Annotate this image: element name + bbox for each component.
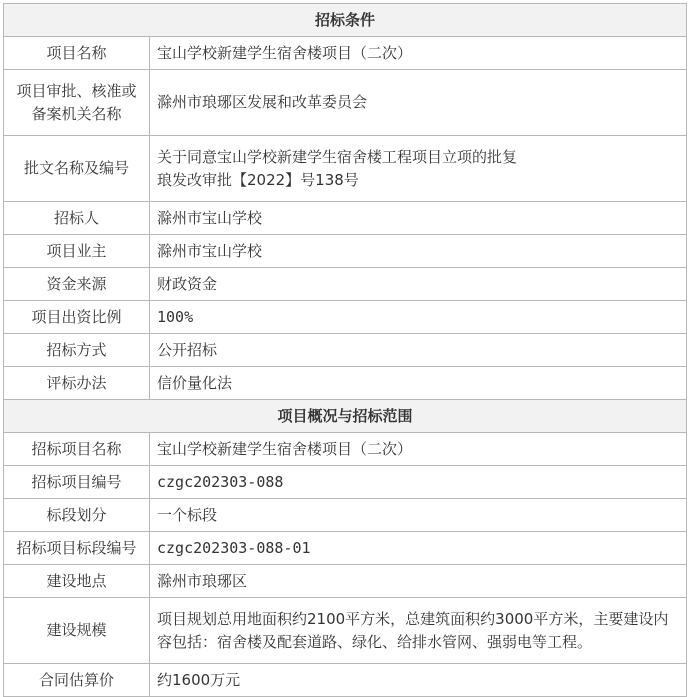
value-tender-method: 公开招标 xyxy=(150,334,687,367)
label-construction-scale: 建设规模 xyxy=(4,598,150,664)
value-construction-scale: 项目规划总用地面积约2100平方米，总建筑面积约3000平方米，主要建设内容包括：宿舍楼及配套道路、绿化、给排水管网、强弱电等工程。 xyxy=(150,598,687,664)
value-tender-project-name: 宝山学校新建学生宿舍楼项目（二次） xyxy=(150,433,687,466)
label-construction-site: 建设地点 xyxy=(4,565,150,598)
label-funding-ratio: 项目出资比例 xyxy=(4,301,150,334)
approval-document-number: 琅发改审批【2022】号138号 xyxy=(157,170,359,189)
label-project-name: 项目名称 xyxy=(4,37,150,70)
value-tenderer: 滁州市宝山学校 xyxy=(150,202,687,235)
section-title-tender-conditions: 招标条件 xyxy=(4,4,687,37)
value-contract-estimate: 约1600万元 xyxy=(150,664,687,697)
tender-info-table xyxy=(3,3,687,697)
approval-document-title: 关于同意宝山学校新建学生宿舍楼工程项目立项的批复 xyxy=(157,147,518,166)
value-lot-division: 一个标段 xyxy=(150,499,687,532)
value-funding-ratio: 100% xyxy=(150,301,687,334)
label-lot-division: 标段划分 xyxy=(4,499,150,532)
label-tenderer: 招标人 xyxy=(4,202,150,235)
value-project-name: 宝山学校新建学生宿舍楼项目（二次） xyxy=(150,37,687,70)
value-approval-document xyxy=(150,136,687,202)
value-evaluation-method: 信价量化法 xyxy=(150,367,687,400)
label-funding-source: 资金来源 xyxy=(4,268,150,301)
label-tender-project-name: 招标项目名称 xyxy=(4,433,150,466)
label-tender-project-number: 招标项目编号 xyxy=(4,466,150,499)
value-tender-project-number: czgc202303-088 xyxy=(150,466,687,499)
label-project-owner: 项目业主 xyxy=(4,235,150,268)
value-approval-authority: 滁州市琅琊区发展和改革委员会 xyxy=(150,70,687,136)
label-approval-authority: 项目审批、核准或备案机关名称 xyxy=(4,70,150,136)
label-tender-method: 招标方式 xyxy=(4,334,150,367)
value-funding-source: 财政资金 xyxy=(150,268,687,301)
label-approval-document: 批文名称及编号 xyxy=(4,136,150,202)
section-title-project-overview: 项目概况与招标范围 xyxy=(4,400,687,433)
value-project-owner: 滁州市宝山学校 xyxy=(150,235,687,268)
label-lot-number: 招标项目标段编号 xyxy=(4,532,150,565)
label-contract-estimate: 合同估算价 xyxy=(4,664,150,697)
value-construction-site: 滁州市琅琊区 xyxy=(150,565,687,598)
label-evaluation-method: 评标办法 xyxy=(4,367,150,400)
value-lot-number: czgc202303-088-01 xyxy=(150,532,687,565)
